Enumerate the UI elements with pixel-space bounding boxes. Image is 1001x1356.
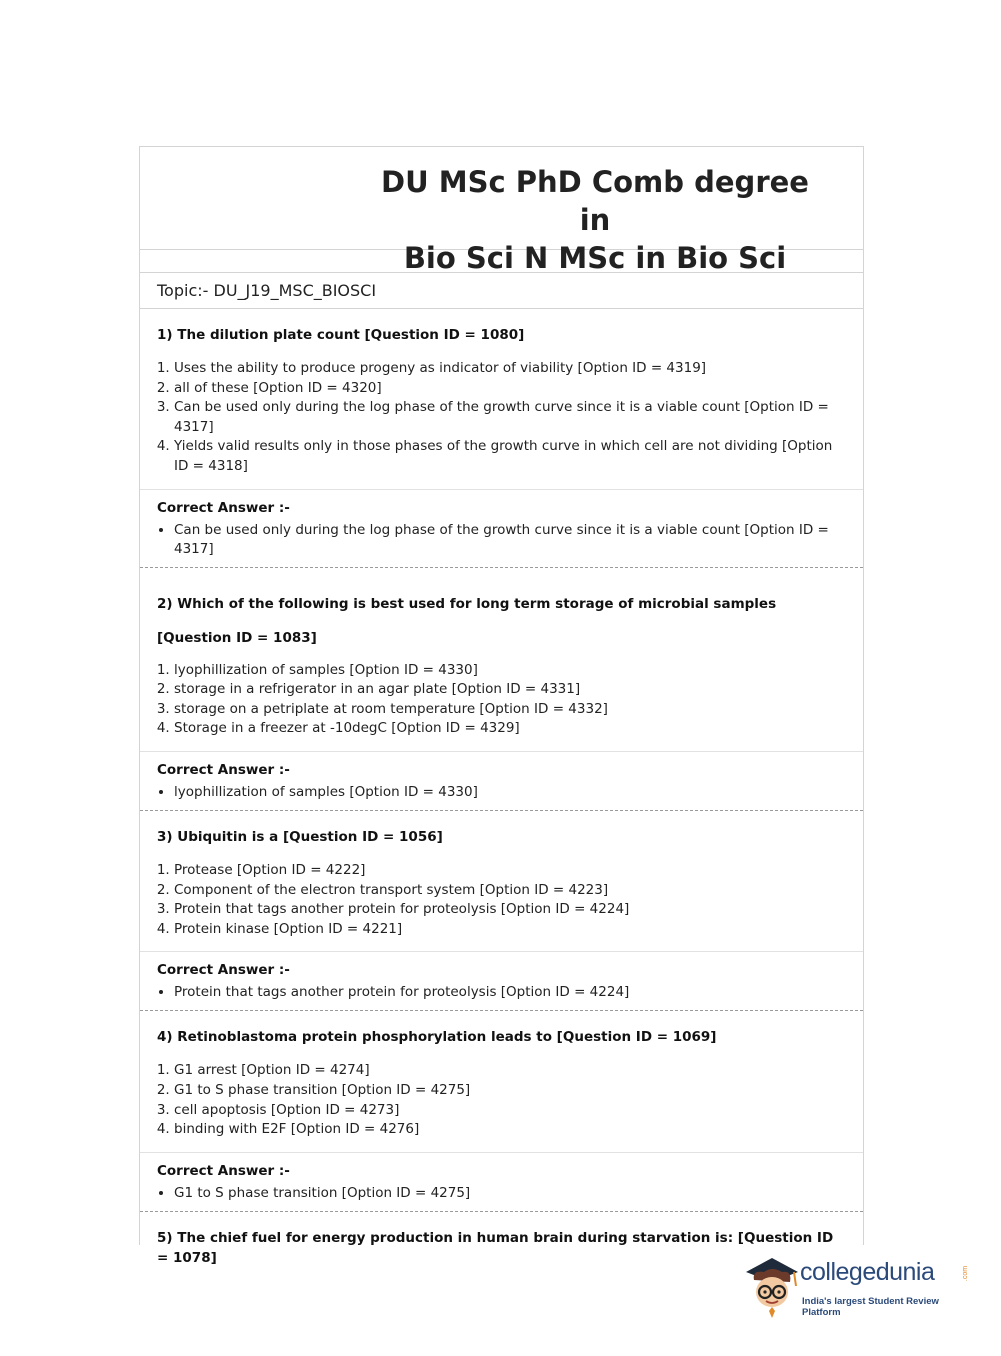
option-item: 1. lyophillization of samples [Option ID = 4330] (174, 661, 846, 681)
logo-wordmark: collegedunia (800, 1258, 935, 1286)
question-title: 3) Ubiquitin is a [Question ID = 1056] (157, 828, 443, 845)
option-item: 3. storage on a petriplate at room temperature [Option ID = 4332] (174, 700, 846, 720)
correct-answer-label: Correct Answer :- (157, 499, 290, 516)
correct-answer-label: Correct Answer :- (157, 962, 290, 979)
option-item: 1. Protease [Option ID = 4222] (174, 861, 846, 881)
paper-title (365, 163, 825, 277)
question-title: 1) The dilution plate count [Question ID = 1080] (157, 327, 525, 343)
option-item: 2. storage in a refrigerator in an agar plate [Option ID = 4331] (174, 680, 846, 700)
correct-answer-label: Correct Answer :- (157, 761, 290, 778)
correct-answer: • lyophillization of samples [Option ID = 4330] (174, 783, 846, 802)
title-box (140, 147, 863, 275)
answer-block (140, 752, 863, 811)
option-item: 3. Can be used only during the log phase of the growth curve since it is a viable count [Option ID = 4317] (174, 398, 846, 437)
question-block (140, 309, 863, 490)
answer-list (157, 783, 846, 802)
option-item: 1. Uses the ability to produce progeny as indicator of viability [Option ID = 4319] (174, 359, 846, 379)
question-title: 5) The chief fuel for energy production in human brain during starvation is: [Question ID = 1078] (157, 1229, 834, 1266)
option-item: 2. all of these [Option ID = 4320] (174, 379, 846, 399)
logo-tagline: India's largest Student Review Platform (802, 1296, 939, 1318)
question-title: 2) Which of the following is best used for long term storage of microbial samples (157, 595, 777, 612)
option-item: 4. binding with E2F [Option ID = 4276] (174, 1120, 846, 1140)
correct-answer-label: Correct Answer :- (157, 1162, 290, 1179)
question-block (140, 1011, 863, 1152)
answer-list (157, 1184, 846, 1203)
answer-list (157, 983, 846, 1002)
collegedunia-logo (742, 1250, 972, 1320)
answer-block (140, 1153, 863, 1212)
answer-block (140, 952, 863, 1011)
topic-line: Topic:- DU_J19_MSC_BIOSCI (140, 273, 863, 309)
option-item: 1. G1 arrest [Option ID = 4274] (174, 1061, 846, 1081)
option-item: 4. Yields valid results only in those phases of the growth curve in which cell are not dividing [Option ID = 4318] (174, 437, 846, 476)
option-item: 4. Storage in a freezer at -10degC [Option ID = 4329] (174, 719, 846, 739)
answer-list (157, 521, 846, 559)
question-block (140, 568, 863, 752)
option-list (157, 1061, 846, 1151)
option-item: 2. Component of the electron transport system [Option ID = 4223] (174, 881, 846, 901)
logo-domain: .com (962, 1265, 970, 1282)
option-item: 4. Protein kinase [Option ID = 4221] (174, 920, 846, 940)
option-item: 3. cell apoptosis [Option ID = 4273] (174, 1101, 846, 1121)
correct-answer: • Can be used only during the log phase of the growth curve since it is a viable count [Option ID = 4317] (174, 521, 846, 559)
option-list (157, 861, 846, 951)
mascot-icon (742, 1250, 802, 1320)
option-item: 3. Protein that tags another protein for proteolysis [Option ID = 4224] (174, 900, 846, 920)
question-block (140, 811, 863, 952)
option-item: 2. G1 to S phase transition [Option ID = 4275] (174, 1081, 846, 1101)
answer-block (140, 490, 863, 568)
question-title: 4) Retinoblastoma protein phosphorylation leads to [Question ID = 1069] (157, 1029, 717, 1046)
option-list (157, 359, 846, 489)
question-paper (139, 146, 864, 1266)
paper-title-line2: Bio Sci N MSc in Bio Sci (403, 241, 787, 275)
correct-answer: • Protein that tags another protein for proteolysis [Option ID = 4224] (174, 983, 846, 1002)
question-id: [Question ID = 1083] (157, 629, 317, 646)
correct-answer: • G1 to S phase transition [Option ID = 4275] (174, 1184, 846, 1203)
paper-title-line1: DU MSc PhD Comb degree in (381, 165, 809, 237)
option-list (157, 661, 846, 751)
